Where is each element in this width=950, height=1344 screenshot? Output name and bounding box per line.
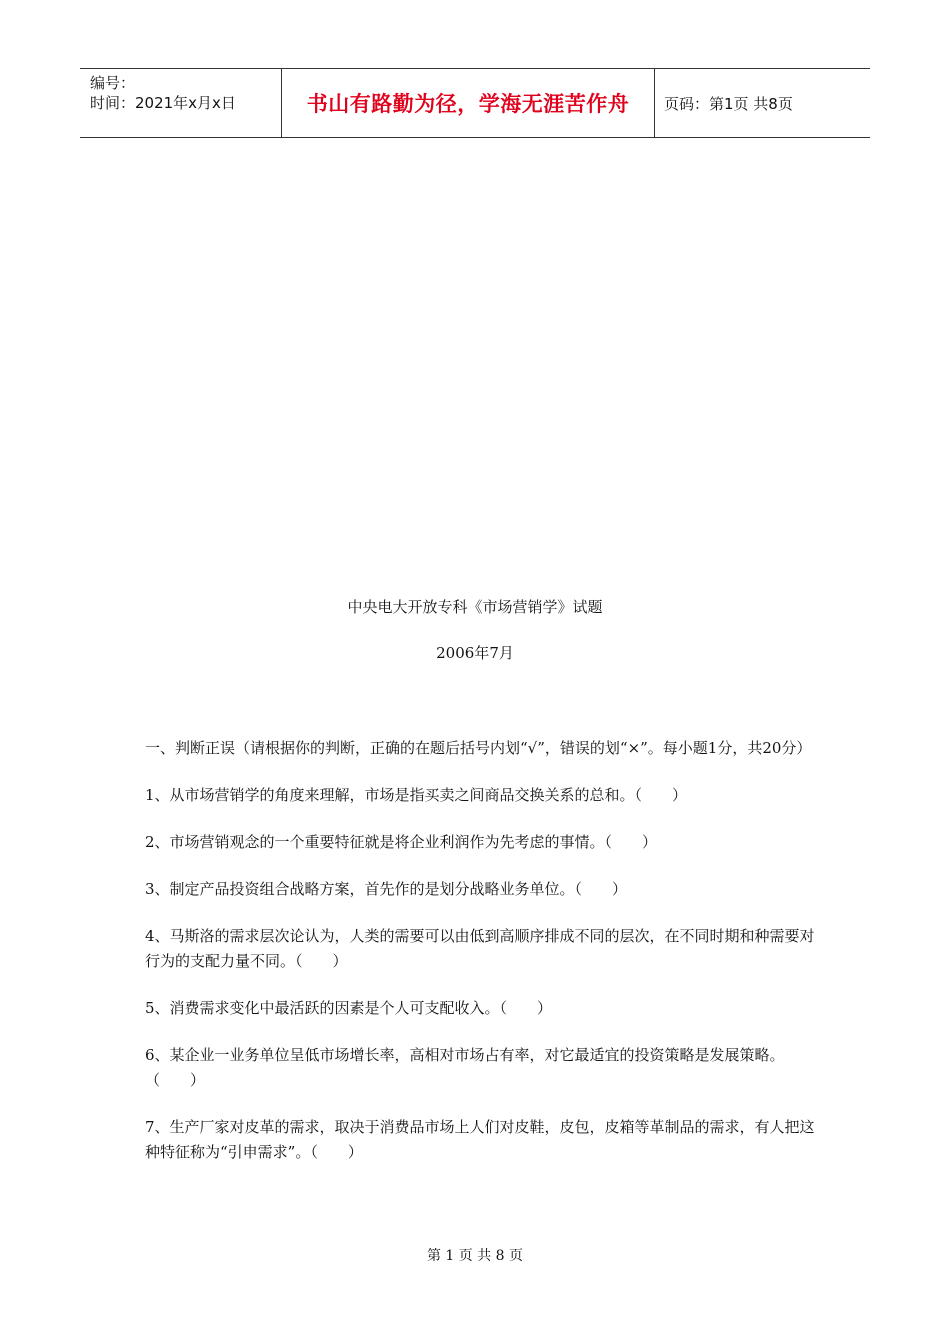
header-motto: 书山有路勤为径，学海无涯苦作舟 — [281, 69, 655, 137]
question-item: 2、市场营销观念的一个重要特征就是将企业利润作为先考虑的事情。（ ） — [145, 833, 658, 851]
document-header — [80, 68, 870, 138]
document-date: 2006年7月 — [436, 644, 514, 662]
section-heading: 一、判断正误（请根据你的判断，正确的在题后括号内划“√”，错误的划“×”。每小题1分，共20分） — [145, 739, 812, 757]
question-item: 7、生产厂家对皮革的需求，取决于消费品市场上人们对皮鞋，皮包，皮箱等革制品的需求，有人把这种特征称为“引申需求”。（ ） — [145, 1118, 815, 1161]
question-item: 5、消费需求变化中最活跃的因素是个人可支配收入。（ ） — [145, 999, 553, 1017]
document-body — [145, 736, 815, 1187]
document-title: 中央电大开放专科《市场营销学》试题 — [347, 598, 603, 616]
question-item: 6、某企业一业务单位呈低市场增长率，高相对市场占有率，对它最适宜的投资策略是发展策略。（ ） — [145, 1046, 785, 1089]
question-item: 1、从市场营销学的角度来理解，市场是指买卖之间商品交换关系的总和。（ ） — [145, 786, 688, 804]
page-footer: 第 1 页 共 8 页 — [426, 1248, 524, 1264]
header-page-info: 页码：第1页 共8页 — [664, 94, 793, 113]
question-item: 4、马斯洛的需求层次论认为，人类的需要可以由低到高顺序排成不同的层次，在不同时期和种需要对行为的支配力量不同。（ ） — [145, 927, 815, 970]
header-meta — [80, 69, 281, 137]
number-label: 编号： — [90, 74, 136, 92]
question-item: 3、制定产品投资组合战略方案，首先作的是划分战略业务单位。（ ） — [145, 880, 628, 898]
time-label: 时间：2021年x月x日 — [90, 94, 236, 112]
